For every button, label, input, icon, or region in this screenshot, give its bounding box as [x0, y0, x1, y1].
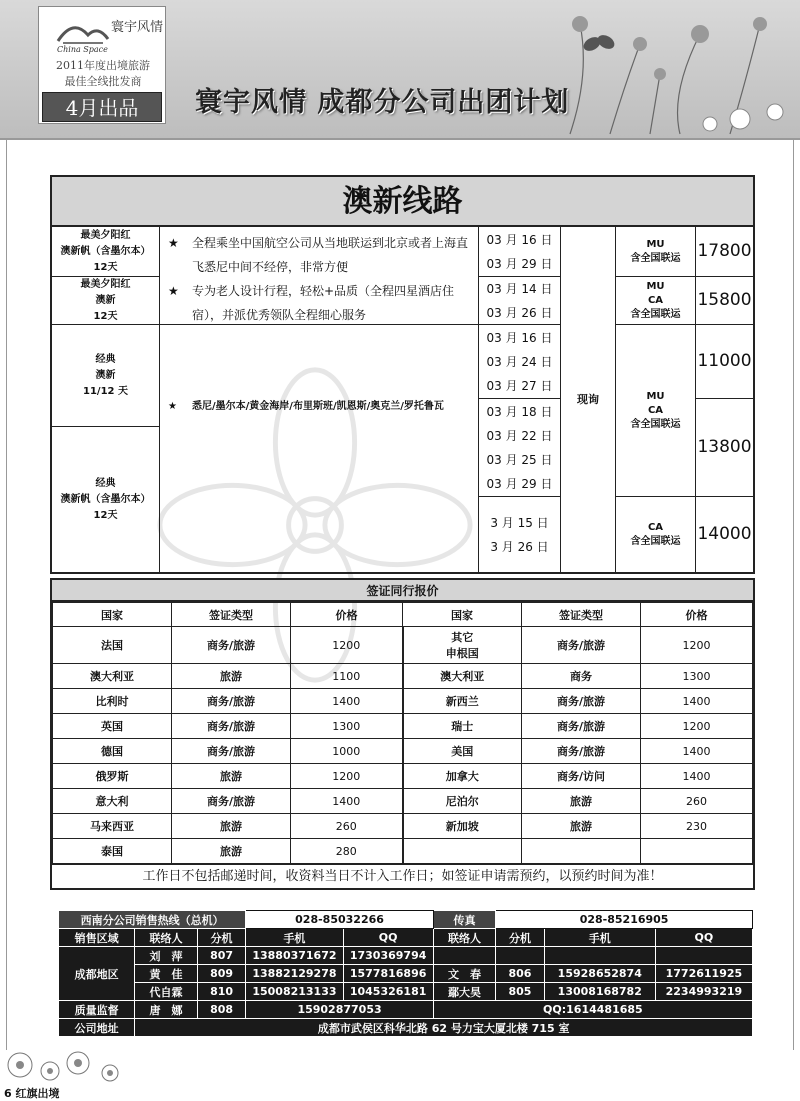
table-row: 马来西亚 旅游 260 新加坡 旅游 230 [53, 814, 753, 839]
hotline-label: 西南分公司销售热线（总机） [59, 911, 246, 929]
route-name-3: 经典 澳新 11/12 天 [52, 325, 160, 427]
brand-en: China Space [57, 45, 108, 54]
qc-row: 质量监督 唐 娜 808 15902877053 QQ:1614481685 [59, 1001, 753, 1019]
table-row: 法国 商务/旅游 1200 其它 申根国 商务/旅游 1200 [53, 627, 753, 664]
hotline-row [59, 911, 753, 929]
fax-label: 传真 [433, 911, 495, 929]
slogan-line-1: 2011年度出境旅游 [56, 59, 150, 72]
price-2: 15800 [696, 277, 753, 325]
date: 03 月 25 日 [486, 452, 553, 467]
table-row: 英国 商务/旅游 1300 瑞士 商务/旅游 1200 [53, 714, 753, 739]
col-visa-type: 签证类型 [522, 603, 641, 627]
feature-a-2: ★ 专为老人设计行程，轻松+品质（全程四星酒店住宿），并派优秀领队全程细心服务 [168, 279, 470, 327]
region-label: 成都地区 [59, 947, 135, 1001]
table-row: 泰国 旅游 280 [53, 839, 753, 864]
table-row: 黄 佳 809 13882129278 1577816896 文 春 806 15928652874 1772611925 [59, 965, 753, 983]
visa-note: 工作日不包括邮递时间，收资料当日不计入工作日；如签证申请需预约，以预约时间为准！ [52, 864, 753, 888]
col-price: 价格 [641, 603, 753, 627]
date: 03 月 16 日 [486, 330, 553, 345]
price-4: 13800 [696, 399, 753, 497]
table-row: 成都地区 刘 萍 807 13880371672 1730369794 [59, 947, 753, 965]
date: 03 月 22 日 [486, 428, 553, 443]
feature-a-1: ★ 全程乘坐中国航空公司从当地联运到北京或者上海直飞悉尼中间不经停，非常方便 [168, 231, 470, 279]
page-footer: 6 红旗出境 [4, 1087, 60, 1100]
hotline-number: 028-85032266 [246, 911, 433, 929]
star-icon: ★ [168, 284, 179, 298]
route-name-4: 经典 澳新帆（含墨尔本） 12天 [52, 427, 160, 572]
date: 3 月 15 日 [490, 515, 549, 530]
flower-butterfly-decoration [530, 4, 790, 136]
price-5: 14000 [697, 523, 752, 544]
dates-3 [479, 325, 561, 399]
col-country: 国家 [53, 603, 172, 627]
brand-cn: 寰宇风情 [111, 20, 164, 35]
table-row: 意大利 商务/旅游 1400 尼泊尔 旅游 260 [53, 789, 753, 814]
table-row: 俄罗斯 旅游 1200 加拿大 商务/访问 1400 [53, 764, 753, 789]
table-row: 澳大利亚 旅游 1100 澳大利亚 商务 1300 [53, 664, 753, 689]
date: 03 月 29 日 [486, 476, 553, 491]
date: 03 月 16 日 [486, 232, 553, 247]
date: 03 月 26 日 [486, 305, 553, 320]
slogan-line-2: 最佳全线批发商 [64, 75, 142, 88]
dates-5 [479, 497, 561, 572]
date: 03 月 29 日 [486, 256, 553, 271]
date: 03 月 27 日 [486, 378, 553, 393]
table-row: 代自霖 810 15008213133 1045326181 鄢大昊 805 13008168782 2234993219 [59, 983, 753, 1001]
brand-logo [53, 13, 164, 54]
star-icon: ★ [168, 401, 177, 412]
route-name-1: 最美夕阳红 澳新帆（含墨尔本） 12天 [52, 227, 160, 277]
features-b [160, 325, 479, 572]
table-row: 德国 商务/旅游 1000 美国 商务/旅游 1400 [53, 739, 753, 764]
fax-number: 028-85216905 [496, 911, 753, 929]
airline-2: MU CA 含全国联运 [616, 277, 696, 325]
company-address: 成都市武侯区科华北路 62 号力宝大厦北楼 715 室 [135, 1019, 753, 1037]
corner-flowers [0, 1035, 150, 1083]
butterfly-icon [581, 32, 617, 53]
contact-table [58, 910, 753, 1037]
airline-1: MU 含全国联运 [616, 227, 696, 277]
header-banner [0, 0, 800, 140]
right-rule [793, 140, 794, 1050]
visa-price-table [50, 578, 755, 890]
date: 3 月 26 日 [490, 539, 549, 554]
address-row: 公司地址 成都市武侯区科华北路 62 号力宝大厦北楼 715 室 [59, 1019, 753, 1037]
month-badge: 4月出品 [42, 92, 162, 122]
date: 03 月 14 日 [486, 281, 553, 296]
col-country: 国家 [403, 603, 522, 627]
dates-1 [479, 227, 561, 277]
table-row: 比利时 商务/旅游 1400 新西兰 商务/旅游 1400 [53, 689, 753, 714]
airline-3: MU CA 含全国联运 [616, 325, 696, 497]
dates-4 [479, 399, 561, 497]
visa-table-title: 签证同行报价 [52, 580, 753, 602]
page-title: 寰宇风情 成都分公司出团计划 [195, 87, 570, 118]
col-visa-type: 签证类型 [172, 603, 291, 627]
star-icon: ★ [168, 236, 179, 250]
contact-header-row: 销售区域 联络人 分机 手机 QQ 联络人 分机 手机 QQ [59, 929, 753, 947]
date: 03 月 18 日 [486, 404, 553, 419]
col-price: 价格 [291, 603, 403, 627]
visa-header-row [53, 603, 753, 627]
price-3: 11000 [696, 325, 753, 399]
feature-b-1: ★ 悉尼/墨尔本/黄金海岸/布里斯班/凯恩斯/奥克兰/罗托鲁瓦 [168, 395, 444, 419]
date: 03 月 24 日 [486, 354, 553, 369]
tour-grid [52, 227, 753, 572]
price-1: 17800 [696, 227, 753, 277]
tour-table [50, 175, 755, 574]
airline-4: CA 含全国联运 [616, 497, 696, 572]
tour-table-title: 澳新线路 [52, 177, 753, 227]
route-name-2: 最美夕阳红 澳新 12天 [52, 277, 160, 325]
dates-2 [479, 277, 561, 325]
left-rule [6, 140, 7, 1050]
seats-status: 现询 [561, 227, 616, 572]
features-a [160, 227, 479, 325]
